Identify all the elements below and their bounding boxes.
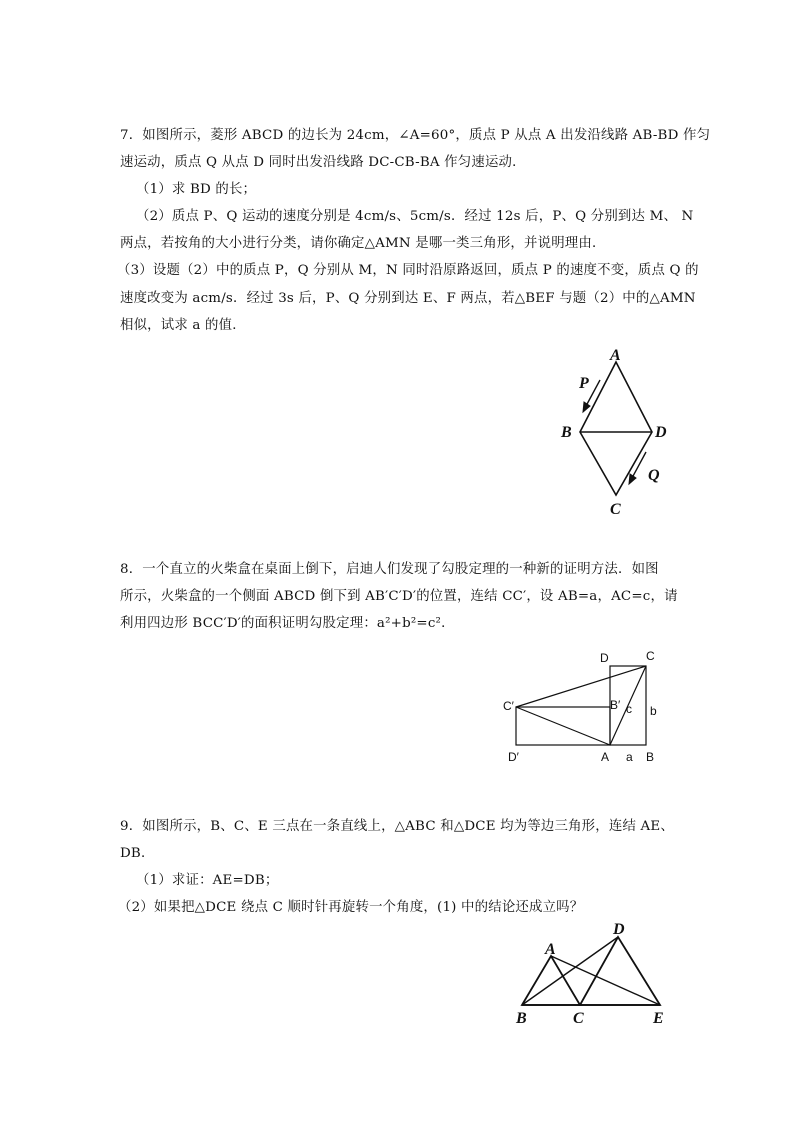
q7-subquestion-2-line-1: （2）质点 P、Q 运动的速度分别是 4cm/s、5cm/s．经过 12s 后，P、Q 分别到达 M、 N bbox=[136, 209, 694, 224]
label-C: C bbox=[610, 501, 621, 518]
q8-text-line-2: 所示，火柴盒的一个侧面 ABCD 倒下到 AB′C′D′的位置，连结 CC′，设 AB=a，AC=c，请 bbox=[120, 589, 678, 604]
q7-subquestion-3-line-3: 相似，试求 a 的值． bbox=[120, 318, 246, 333]
label-D-prime: D′ bbox=[508, 750, 519, 764]
triangle-DCE bbox=[580, 937, 660, 1005]
segment-AE bbox=[551, 956, 660, 1005]
arrow-P-head bbox=[583, 402, 590, 412]
q9-text-line-2: DB． bbox=[120, 846, 155, 861]
label-E: E bbox=[653, 1010, 664, 1027]
segment-CC1 bbox=[516, 666, 646, 707]
label-D: D bbox=[600, 651, 609, 665]
label-A: A bbox=[610, 347, 621, 364]
q7-subquestion-3-line-2: 速度改变为 acm/s．经过 3s 后，P、Q 分别到达 E、F 两点，若△BEF 与题（2）中的△AMN bbox=[120, 291, 696, 306]
label-A: A bbox=[545, 941, 556, 958]
label-P: P bbox=[579, 375, 589, 392]
q8-text-line-3: 利用四边形 BCC′D′的面积证明勾股定理：a²+b²=c²． bbox=[120, 616, 455, 631]
label-B-prime: B′ bbox=[610, 698, 621, 712]
q7-subquestion-1: （1）求 BD 的长； bbox=[136, 182, 257, 197]
label-a: a bbox=[626, 750, 633, 764]
q9-subquestion-1: （1）求证：AE=DB； bbox=[136, 873, 279, 888]
arrow-Q-head bbox=[629, 474, 636, 484]
label-D: D bbox=[613, 921, 625, 938]
label-C-prime: C′ bbox=[503, 699, 514, 713]
q7-rhombus-figure bbox=[550, 340, 690, 520]
q9-triangles-figure bbox=[505, 915, 685, 1035]
label-D: D bbox=[655, 424, 667, 441]
label-b: b bbox=[650, 704, 657, 718]
q7-text-line-1: 7．如图所示，菱形 ABCD 的边长为 24cm，∠A=60°，质点 P 从点 A 出发沿线路 AB-BD 作匀 bbox=[120, 128, 711, 143]
rhombus-ABCD bbox=[580, 362, 652, 495]
label-B: B bbox=[516, 1010, 527, 1027]
label-A: A bbox=[601, 750, 610, 764]
q8-matchbox-figure bbox=[500, 645, 680, 770]
segment-AC1 bbox=[516, 707, 610, 745]
q7-subquestion-2-line-2: 两点，若按角的大小进行分类，请你确定△AMN 是哪一类三角形，并说明理由． bbox=[120, 236, 606, 251]
label-B: B bbox=[561, 424, 572, 441]
q7-subquestion-3-line-1: （3）设题（2）中的质点 P，Q 分别从 M，N 同时沿原路返回，质点 P 的速度不变，质点 Q 的 bbox=[117, 263, 699, 278]
q7-text-line-2: 速运动，质点 Q 从点 D 同时出发沿线路 DC-CB-BA 作匀速运动． bbox=[120, 155, 526, 170]
segment-DB bbox=[522, 937, 618, 1005]
label-C: C bbox=[573, 1010, 584, 1027]
label-C: C bbox=[646, 649, 655, 663]
label-c: c bbox=[626, 702, 632, 716]
q9-subquestion-2: （2）如果把△DCE 绕点 C 顺时针再旋转一个角度，(1) 中的结论还成立吗？ bbox=[118, 900, 584, 915]
q8-text-line-1: 8．一个直立的火柴盒在桌面上倒下，启迪人们发现了勾股定理的一种新的证明方法．如图 bbox=[120, 562, 659, 577]
triangle-ABC bbox=[522, 956, 580, 1005]
q9-text-line-1: 9．如图所示，B、C、E 三点在一条直线上，△ABC 和△DCE 均为等边三角形，连结 AE、 bbox=[120, 819, 674, 834]
label-Q: Q bbox=[648, 467, 660, 484]
label-B: B bbox=[646, 750, 655, 764]
